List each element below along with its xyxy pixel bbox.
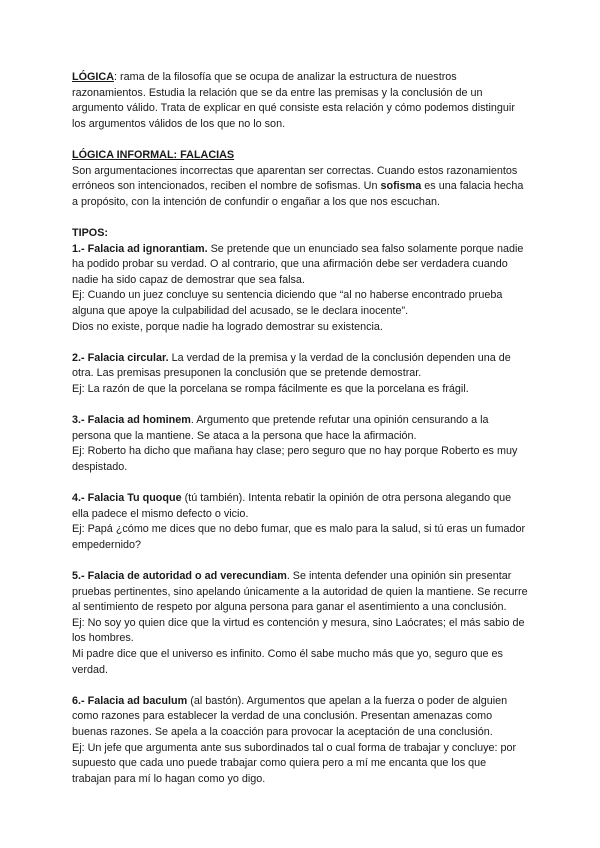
informal-paragraph: Son argumentaciones incorrectas que aparentan ser correctas. Cuando estos razonamientos erróneos son intencionados, reciben el nombre de sofismas. Un sofisma es una falacia hecha a propósito, con la intención de confundir o engañar a los que nos escuchan. [72, 164, 524, 208]
tipos-heading: TIPOS: [72, 226, 108, 239]
fallacy-5-definition: 5.- Falacia de autoridad o ad verecundiam. Se intenta defender una opinión sin presentar pruebas pertinentes, sino apelando únicamente a la autoridad de quien la mantiene. Se recurre al sentimiento de respeto por alguna persona para ganar el asentimiento a una conclusión. [72, 570, 528, 614]
fallacy-5-title: 5.- Falacia de autoridad o ad verecundiam [72, 570, 287, 582]
fallacy-3-example: Ej: Roberto ha dicho que mañana hay clase; pero seguro que no hay porque Roberto es muy despistado. [72, 445, 518, 473]
fallacy-4 [72, 491, 528, 553]
fallacy-3-title: 3.- Falacia ad hominem [72, 414, 191, 427]
fallacy-1-title: 1.- Falacia ad ignorantiam. [72, 242, 208, 255]
fallacy-1-definition: 1.- Falacia ad ignorantiam. Se pretende que un enunciado sea falso solamente porque nadie ha podido probar su verdad. O al contrario, que una afirmación debe ser verdadera cuando nadie ha sido capaz de demostrar que sea falsa. [72, 242, 524, 286]
fallacy-1 [72, 226, 528, 335]
informal-heading: LÓGICA INFORMAL: FALACIAS [72, 148, 235, 161]
fallacy-2-definition: 2.- Falacia circular. La verdad de la premisa y la verdad de la conclusión dependen una de otra. Las premisas presuponen la conclusión que se pretende demostrar. [72, 351, 511, 380]
fallacy-6-title: 6.- Falacia ad baculum [72, 694, 188, 707]
sofisma-term: sofisma [380, 180, 422, 193]
fallacy-2-title: 2.- Falacia circular. [72, 351, 169, 364]
fallacy-6-example: Ej: Un jefe que argumenta ante sus subordinados tal o cual forma de trabajar y concluye: por supuesto que cada uno puede trabajar como quiera pero a mí me encanta que los que trabajan para mí lo hagan como yo digo. [72, 741, 517, 785]
logica-paragraph [72, 70, 528, 132]
informal-section [72, 148, 528, 210]
fallacy-2 [72, 351, 528, 398]
fallacy-2-example: Ej: La razón de que la porcelana se rompa fácilmente es que la porcelana es frágil. [72, 382, 469, 395]
fallacy-3-definition: 3.- Falacia ad hominem. Argumento que pretende refutar una opinión censurando a la persona que la mantiene. Se ataca a la persona que hace la afirmación. [72, 414, 489, 442]
fallacy-4-definition: 4.- Falacia Tu quoque (tú también). Intenta rebatir la opinión de otra persona alegando que ella padece el mismo defecto o vicio. [72, 492, 512, 520]
document-body [72, 70, 528, 803]
fallacy-3 [72, 413, 528, 475]
fallacy-6 [72, 694, 528, 788]
fallacy-4-example: Ej: Papá ¿cómo me dices que no debo fumar, que es malo para la salud, si tú eras un fumador empedernido? [72, 523, 526, 551]
fallacy-5-example: Ej: No soy yo quien dice que la virtud es contención y mesura, sino Laócrates; el más sabio de los hombres. [72, 616, 525, 645]
fallacy-1-example: Dios no existe, porque nadie ha logrado demostrar su existencia. [72, 320, 383, 333]
fallacy-6-definition: 6.- Falacia ad baculum (al bastón). Argumentos que apelan a la fuerza o poder de alguien como razones para establecer la verdad de una conclusión. Presentan amenazas como buenas razones. Se apela a la coacción para provocar la aceptación de una conclusión. [72, 694, 508, 738]
fallacy-5-example: Mi padre dice que el universo es infinito. Como él sabe mucho más que yo, seguro que es verdad. [72, 647, 503, 676]
logica-definition: : rama de la filosofía que se ocupa de analizar la estructura de nuestros razonamientos. Estudia la relación que se da entre las premisas y la conclusión de un argumento válido. Trata de explicar en qué consiste esta relación y cómo podemos distinguir los argumentos válidos de los que no lo son. [72, 71, 515, 130]
fallacy-4-title: 4.- Falacia Tu quoque [72, 492, 182, 505]
fallacy-5 [72, 569, 528, 678]
logica-term: LÓGICA [72, 71, 114, 83]
fallacy-1-example: Ej: Cuando un juez concluye su sentencia diciendo que “al no haberse encontrado prueba alguna que apoye la culpabilidad del acusado, se le declara inocente”. [72, 289, 503, 317]
